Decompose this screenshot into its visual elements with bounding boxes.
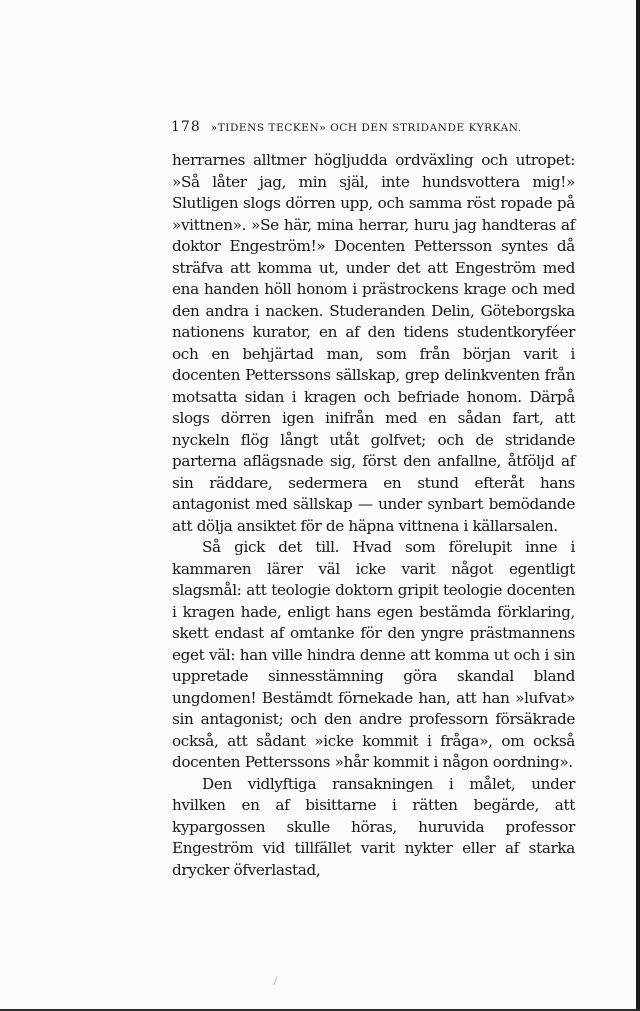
paper-speck [273, 976, 277, 985]
page-number: 178 [171, 119, 201, 135]
paragraph-3: Den vidlyftiga ransakningen i målet, under hvilken en af bisittarne i rätten begärde, att kypargossen skulle höras, huruvida professor Engeström vid tillfället varit nykter eller af starka drycker öfverlastad, [172, 774, 575, 879]
paragraph-1: herrarnes alltmer högljudda ordväxling och utropet: »Så låter jag, min själ, inte hundsvottera mig!» Slutligen slogs dörren upp, och samma röst ropade på »vittnen». »Se här, mina herrar, huru jag handteras af doktor Engeström!» Docenten Pettersson syntes då sträfva att komma ut, under det att Engeström med ena handen höll honom i prästrockens krage och med den andra i nacken. Studeranden Delin, Göteborgska nationens kurator, en af den tidens studentkoryféer och en behjärtad man, som från början varit i docenten Petterssons sällskap, grep delinkventen från motsatta sidan i kragen och befriade honom. Därpå slogs dörren igen inifrån med en sådan fart, att nyckeln flög långt utåt golfvet; och de stridande parterna aflägsnade sig, först den anfallne, åtföljd af sin räddare, sedermera en stund efteråt hans antagonist med sällskap — under synbart bemödande att dölja ansiktet för de häpna vittnena i källarsalen. [172, 151, 575, 535]
body-text [172, 150, 575, 881]
scan-edge-right [636, 0, 640, 1011]
page-header [171, 119, 576, 135]
running-title: »TIDENS TECKEN» OCH DEN STRIDANDE KYRKAN. [210, 122, 522, 134]
paragraph-2: Så gick det till. Hvad som förelupit inne i kammaren lärer väl icke varit något egentligt slagsmål: att teologie doktorn gripit teologie docenten i kragen hade, enligt hans egen bestämda förklaring, skett endast af omtanke för den yngre prästmannens eget väl: han ville hindra denne att komma ut och i sin uppretade sinnesstämning göra skandal bland ungdomen! Bestämdt förnekade han, att han »lufvat» sin antagonist; och den andre professorn försäkrade också, att sådant »icke kommit i fråga», om också docenten Petterssons »hår kommit i någon oordning». [172, 538, 575, 771]
